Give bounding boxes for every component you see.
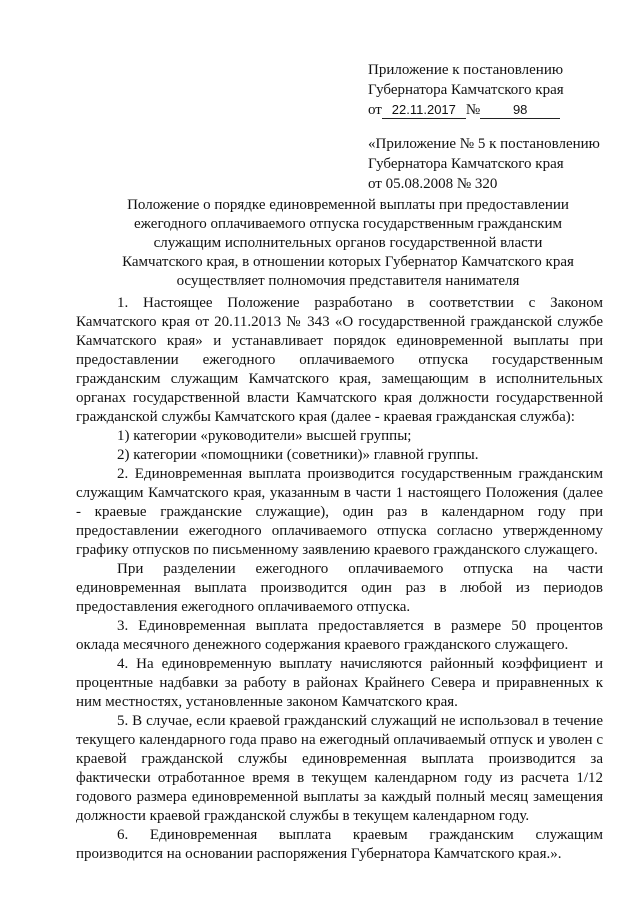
- paragraph-3: 3. Единовременная выплата предоставляется в размере 50 процентов оклада месячного денежного содержания краевого гражданского служащего.: [76, 618, 603, 653]
- resolution-date: 22.11.2017: [382, 102, 466, 119]
- annex-header-date-line: [368, 100, 564, 120]
- document-body: [76, 294, 603, 864]
- annex-header-line-1: Приложение к постановлению: [368, 62, 564, 78]
- paragraph-5: 5. В случае, если краевой гражданский служащий не использовал в течение текущего календарного года право на ежегодный оплачиваемый отпуск и уволен с краевой гражданской службы единовременная выплата производится за фактически отработанное время в текущем календарном году из расчета 1/12 годового размера единовременной выплаты за каждый полный месяц замещения должности краевой гражданской службы в текущем календарном году.: [76, 713, 603, 824]
- paragraph-2: 2. Единовременная выплата производится государственным гражданским служащим Камчатского края, указанным в части 1 настоящего Положения (далее - краевые гражданские служащие), один раз в календарном году при предоставлении ежегодного оплачиваемого отпуска согласно утвержденному графику отпусков по письменному заявлению краевого гражданского служащего.: [76, 466, 603, 558]
- paragraph-2-note: При разделении ежегодного оплачиваемого отпуска на части единовременная выплата производится один раз в любой из периодов предоставления ежегодного оплачиваемого отпуска.: [76, 561, 603, 615]
- resolution-number: 98: [480, 102, 560, 119]
- paragraph-1: 1. Настоящее Положение разработано в соответствии с Законом Камчатского края от 20.11.2013 № 343 «О государственной гражданской службе Камчатского края» и устанавливает порядок единовременной выплаты при предоставлении ежегодного оплачиваемого отпуска государственным гражданским служащим Камчатского края, замещающим в исполнительных органах государственной власти Камчатского края должности государственной гражданской службы Камчатского края (далее - краевая гражданская служба):: [76, 295, 603, 425]
- annex-header-line-2: Губернатора Камчатского края: [368, 82, 564, 98]
- list-item-2: 2) категории «помощники (советники)» главной группы.: [117, 447, 479, 463]
- from-label: от: [368, 102, 382, 118]
- original-header-line-3: от 05.08.2008 № 320: [368, 176, 498, 192]
- list-item-1: 1) категории «руководители» высшей группы;: [117, 428, 412, 444]
- original-header-line-2: Губернатора Камчатского края: [368, 156, 564, 172]
- original-annex-header: [368, 134, 600, 194]
- number-label: №: [465, 102, 481, 118]
- paragraph-4: 4. На единовременную выплату начисляются районный коэффициент и процентные надбавки за работу в районах Крайнего Севера и приравненных к ним местностях, установленные законом Камчатского края.: [76, 656, 603, 710]
- annex-header: [368, 60, 564, 120]
- paragraph-6: 6. Единовременная выплата краевым гражданским служащим производится на основании распоряжения Губернатора Камчатского края.».: [76, 827, 603, 862]
- original-header-line-1: «Приложение № 5 к постановлению: [368, 136, 600, 152]
- document-title: Положение о порядке единовременной выплаты при предоставлении ежегодного оплачиваемого отпуска государственным гражданским служащим исполнительных органов государственной власти Камчатского края, в отношении которых Губернатор Камчатского края осуществляет полномочия представителя нанимателя: [122, 197, 574, 289]
